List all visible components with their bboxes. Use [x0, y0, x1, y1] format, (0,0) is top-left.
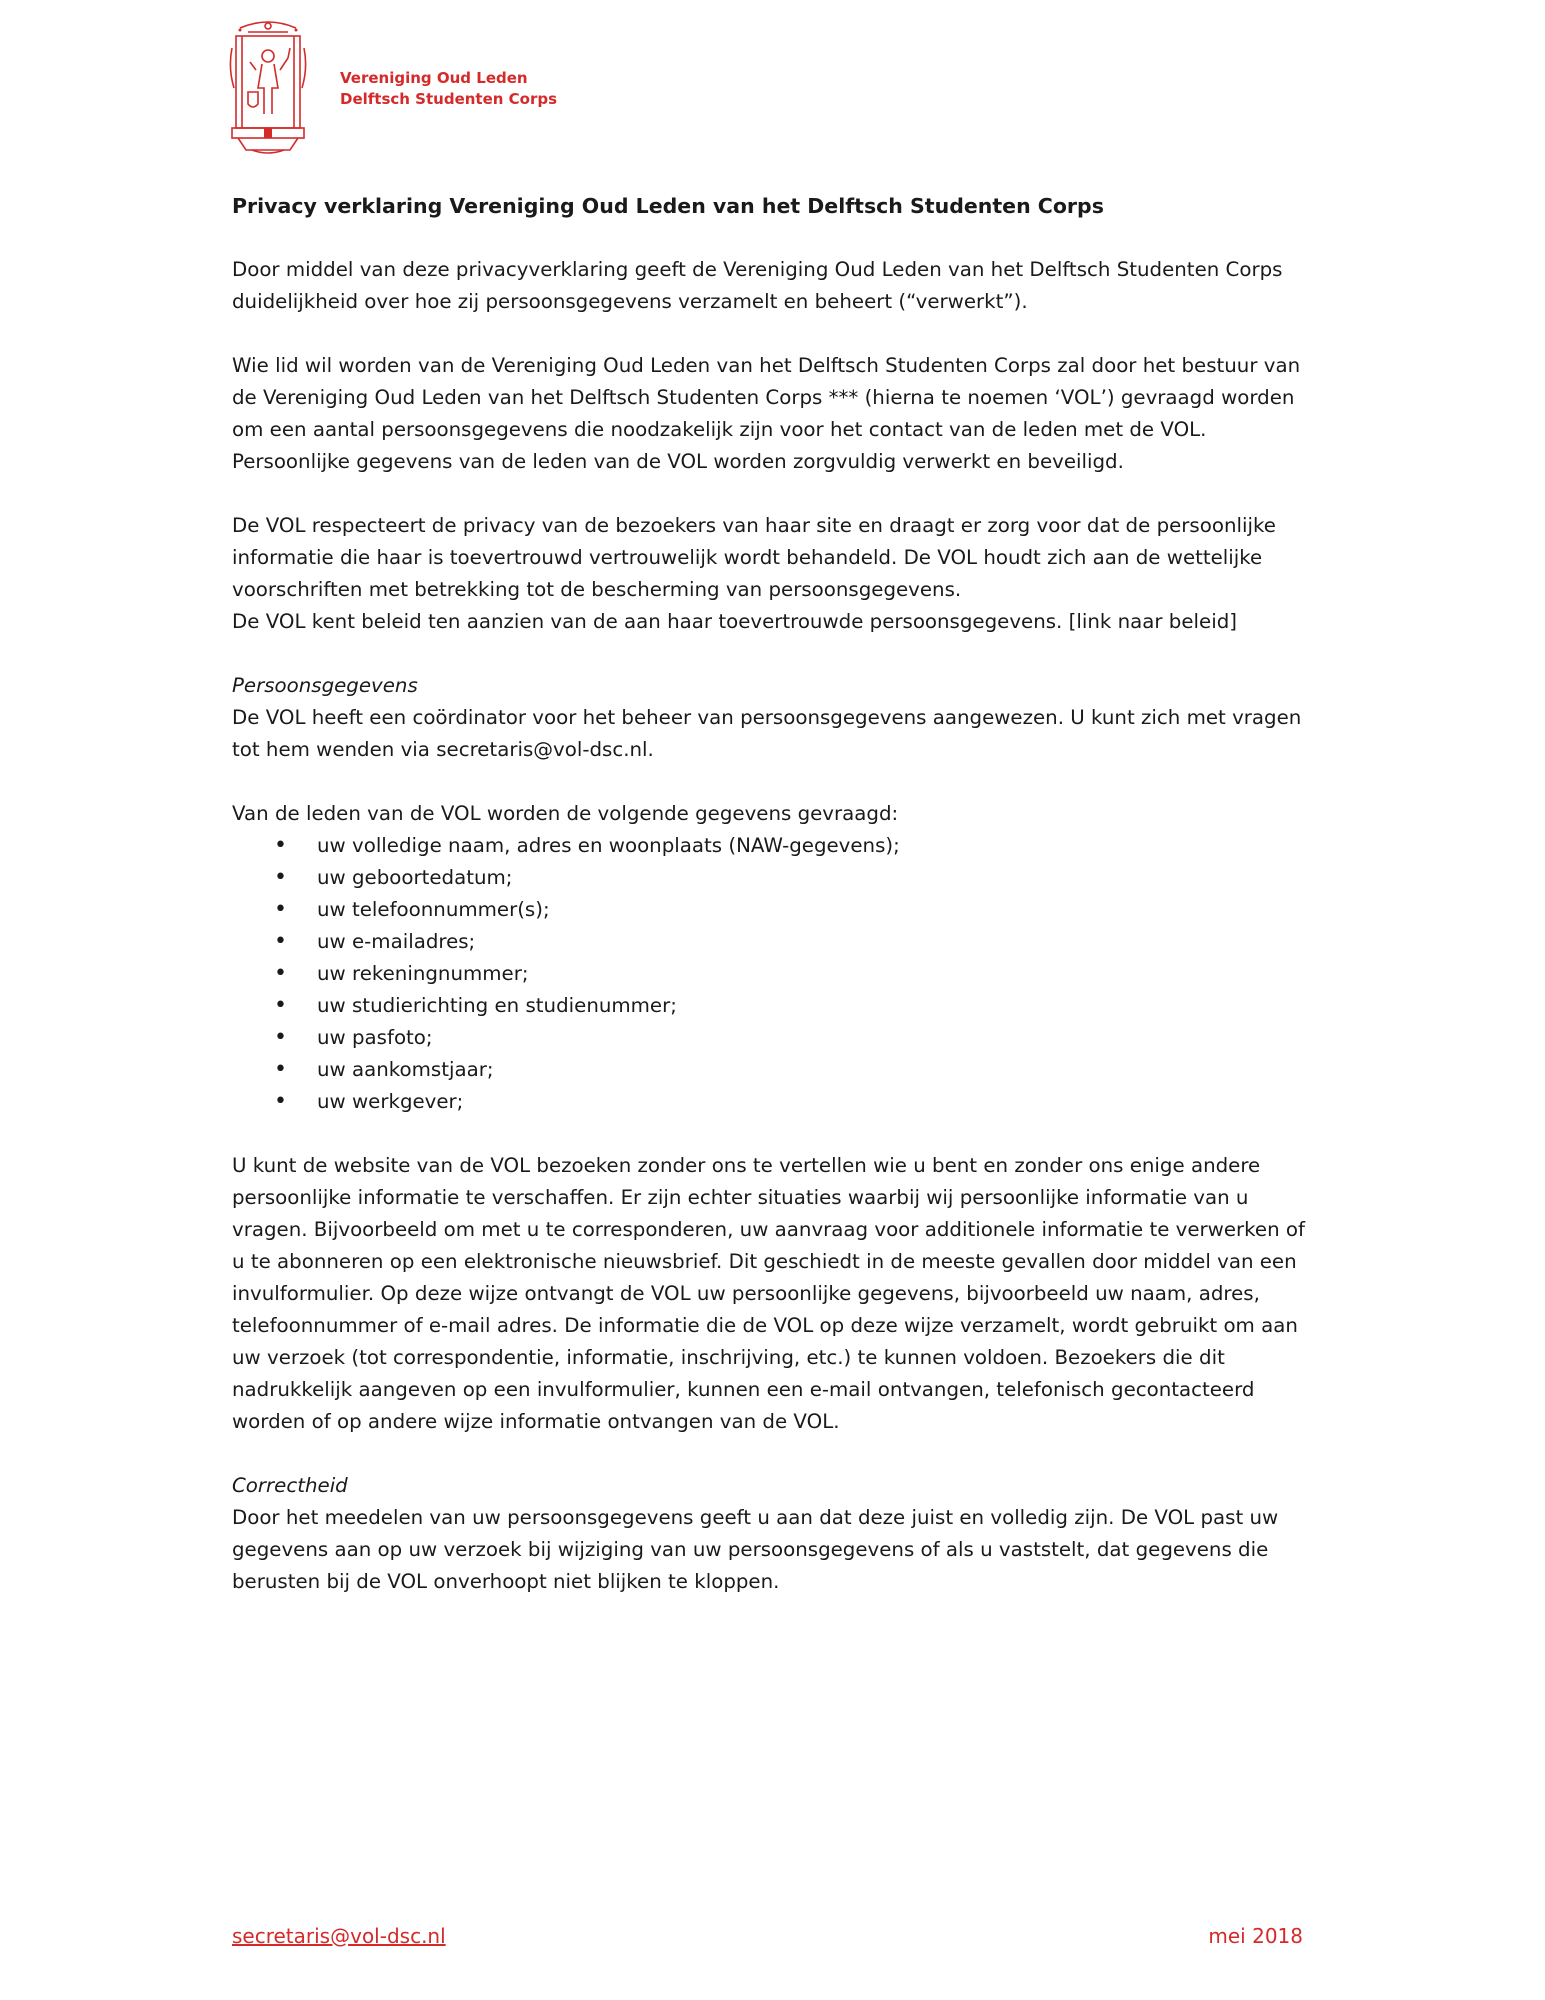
policy-text: De VOL kent beleid ten aanzien van de aan haar toevertrouwde persoonsgegevens. [link naar beleid] [232, 610, 1237, 633]
document-body [232, 190, 1312, 1630]
section-heading-correctheid: Correctheid [232, 1474, 348, 1497]
org-name-line2: Delftsch Studenten Corps [340, 90, 558, 108]
organization-name [340, 68, 557, 110]
letterhead [228, 18, 628, 158]
list-item: • uw pasfoto; [232, 1022, 1312, 1054]
list-item: • uw aankomstjaar; [232, 1054, 1312, 1086]
list-item: • uw e-mailadres; [232, 926, 1312, 958]
section-text-correctheid: Door het meedelen van uw persoonsgegevens geeft u aan dat deze juist en volledig zijn. De VOL past uw gegevens aan op uw verzoek bij wijziging van uw persoonsgegevens of als u vaststelt, dat gegevens die berusten bij de VOL onverhoopt niet blijken te kloppen. [232, 1506, 1279, 1593]
website-paragraph: U kunt de website van de VOL bezoeken zonder ons te vertellen wie u bent en zonder ons enige andere persoonlijke informatie te verschaffen. Er zijn echter situaties waarbij wij persoonlijke informatie van u vragen. Bijvoorbeeld om met u te corresponderen, uw aanvraag voor additionele informatie te verwerken of u te abonneren op een elektronische nieuwsbrief. Dit geschiedt in de meeste gevallen door middel van een invulformulier. Op deze wijze ontvangt de VOL uw persoonlijke gegevens, bijvoorbeeld uw naam, adres, telefoonnummer of e-mail adres. De informatie die de VOL op deze wijze verzamelt, wordt gebruikt om aan uw verzoek (tot correspondentie, informatie, inschrijving, etc.) te kunnen voldoen. Bezoekers die dit nadrukkelijk aangeven op een invulformulier, kunnen een e-mail ontvangen, telefonisch gecontacteerd worden of op andere wijze informatie ontvangen van de VOL. [232, 1154, 1305, 1433]
section-persoonsgegevens [232, 670, 1312, 766]
crest-logo-icon [228, 18, 308, 156]
list-intro: Van de leden van de VOL worden de volgende gegevens gevraagd: [232, 802, 899, 825]
data-list [232, 830, 1312, 1118]
intro-paragraph: Door middel van deze privacyverklaring geeft de Vereniging Oud Leden van het Delftsch Studenten Corps duidelijkheid over hoe zij persoonsgegevens verzamelt en beheert (“verwerkt”). [232, 258, 1283, 313]
section-correctheid [232, 1470, 1312, 1598]
list-item: • uw studierichting en studienummer; [232, 990, 1312, 1022]
privacy-respect-paragraph [232, 510, 1312, 638]
list-item: • uw geboortedatum; [232, 862, 1312, 894]
membership-paragraph: Wie lid wil worden van de Vereniging Oud Leden van het Delftsch Studenten Corps zal door het bestuur van de Vereniging Oud Leden van het Delftsch Studenten Corps *** (hierna te noemen ‘VOL’) gevraagd worden om een aantal persoonsgegevens die noodzakelijk zijn voor het contact van de leden met de VOL. Persoonlijke gegevens van de leden van de VOL worden zorgvuldig verwerkt en beveiligd. [232, 354, 1301, 473]
list-item: • uw telefoonnummer(s); [232, 894, 1312, 926]
list-item: • uw volledige naam, adres en woonplaats (NAW-gegevens); [232, 830, 1312, 862]
section-heading-persoonsgegevens: Persoonsgegevens [232, 674, 418, 697]
footer-date: mei 2018 [1208, 1924, 1303, 1948]
section-text-persoonsgegevens: De VOL heeft een coördinator voor het beheer van persoonsgegevens aangewezen. U kunt zich met vragen tot hem wenden via secretaris@vol-dsc.nl. [232, 706, 1302, 761]
list-item: • uw werkgever; [232, 1086, 1312, 1118]
document-title: Privacy verklaring Vereniging Oud Leden van het Delftsch Studenten Corps [232, 194, 1104, 218]
list-item: • uw rekeningnummer; [232, 958, 1312, 990]
org-name-line1: Vereniging Oud Leden [340, 69, 528, 87]
privacy-respect-text: De VOL respecteert de privacy van de bezoekers van haar site en draagt er zorg voor dat de persoonlijke informatie die haar is toevertrouwd vertrouwelijk wordt behandeld. De VOL houdt zich aan de wettelijke voorschriften met betrekking tot de bescherming van persoonsgegevens. [232, 514, 1276, 601]
footer-email-link[interactable]: secretaris@vol-dsc.nl [232, 1924, 446, 1948]
